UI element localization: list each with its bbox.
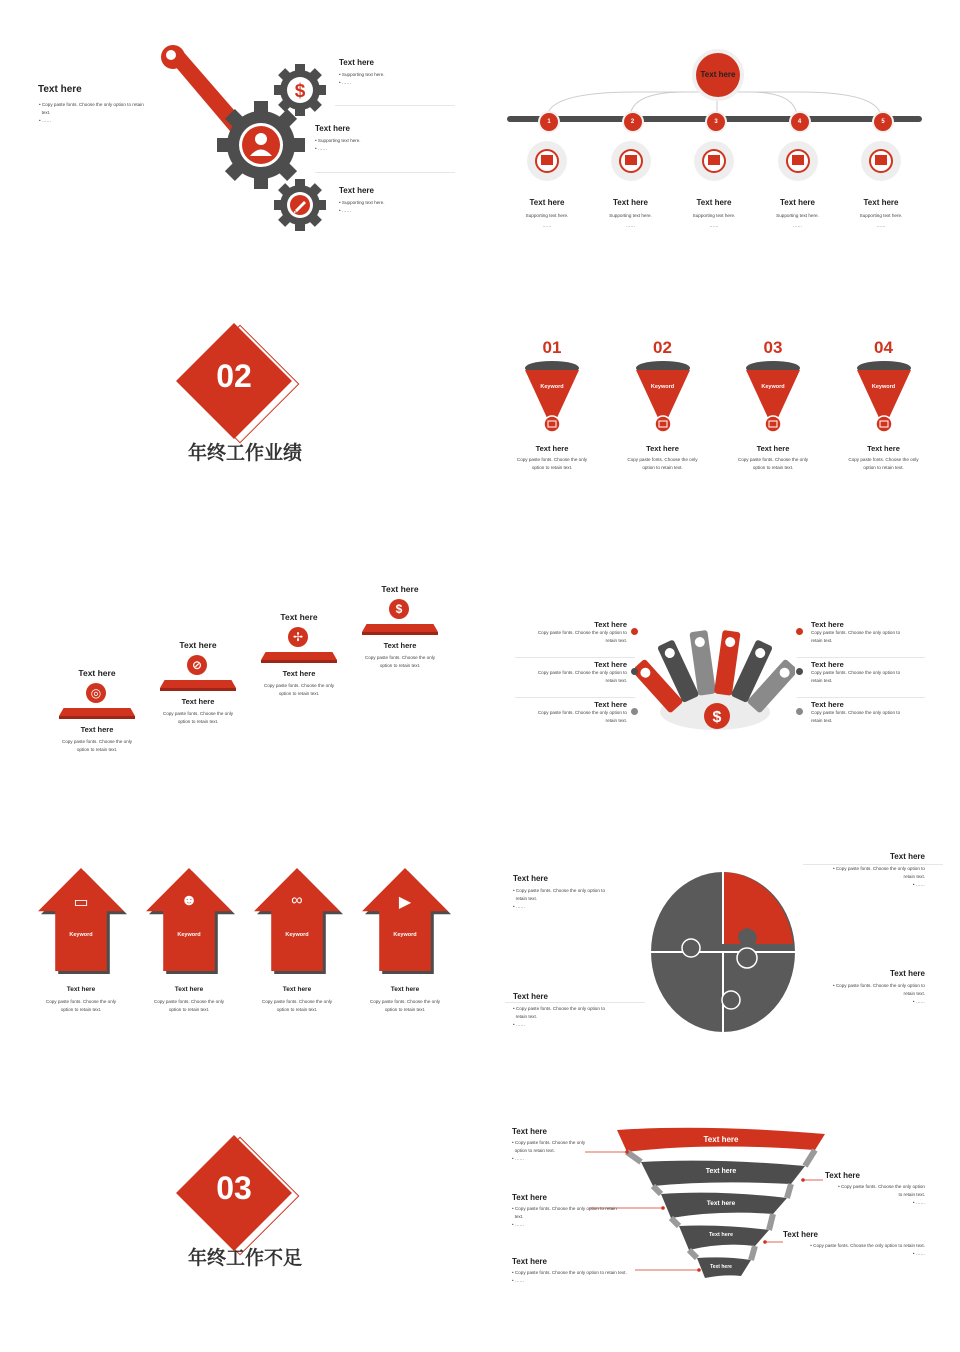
layer-desc: Copy paste fonts. Choose the only: [514, 1140, 586, 1145]
section-number: 03: [216, 1170, 252, 1206]
slide-steps: [5, 560, 475, 822]
puzzle-desc2: retain text.: [515, 896, 538, 901]
left-title: Text here: [38, 84, 82, 95]
layer-label: Text here: [705, 1168, 737, 1175]
gears-graphic: [155, 45, 335, 240]
fan-desc-2: retain text.: [605, 678, 627, 683]
fan-item-title: Text here: [811, 620, 844, 629]
funnel-desc: [844, 456, 924, 472]
arrow-title: Text here: [282, 986, 312, 993]
layer-desc: Copy paste fonts. Choose the only option: [840, 1184, 925, 1189]
fan-bullet-dot: [796, 628, 803, 635]
fan-item-title: Text here: [594, 700, 627, 709]
puzzle-desc2: retain text.: [515, 1014, 538, 1019]
puzzle-desc: Copy paste fonts. Choose the only option to: [835, 983, 925, 988]
layer-title: Text here: [512, 1257, 547, 1266]
arrow-keyword: Keyword: [393, 932, 417, 938]
arrow-desc: [358, 998, 452, 1014]
step-desc: [259, 682, 339, 698]
puzzle-graphic: [635, 860, 805, 1040]
arrow-title: Text here: [390, 986, 420, 993]
arrow-shape: [362, 868, 448, 971]
step-dots: ……: [625, 223, 636, 228]
layer-label: Text here: [708, 1232, 734, 1238]
step-title: Text here: [613, 198, 648, 207]
fan-bullet-dot: [796, 668, 803, 675]
fan-bullet-dot: [796, 708, 803, 715]
funnel-desc-1: Copy paste fonts. Choose the only: [516, 457, 588, 462]
puzzle-title: Text here: [890, 852, 925, 861]
globe-icon: ✢: [288, 627, 308, 647]
puzzle-desc: Copy paste fonts. Choose the only option to: [835, 866, 925, 871]
arrow-desc-1: Copy paste fonts. Choose the only: [45, 999, 117, 1004]
layer-title: Text here: [512, 1127, 547, 1136]
card-icon: ▭: [73, 894, 89, 911]
step-title: Text here: [383, 641, 417, 650]
slide-timeline: [485, 20, 955, 282]
fan-item-desc: [811, 709, 921, 725]
gear-item-line: Supporting text here.: [341, 72, 385, 77]
layer-desc: Copy paste fonts. Choose the only option to retain: [514, 1206, 617, 1211]
step-top-title: Text here: [179, 640, 217, 650]
step-desc: [360, 654, 440, 670]
left-bullet: ……: [41, 118, 52, 123]
arrow-shape: [254, 868, 340, 971]
slide-gears: [5, 20, 475, 282]
arrow-desc-2: option to retain text.: [60, 1007, 102, 1012]
funnel-number: 04: [874, 338, 893, 357]
arrow-desc: [250, 998, 344, 1014]
fan-right-item: [811, 660, 921, 685]
puzzle-dots: ……: [515, 1022, 526, 1027]
section-title: 年终工作业绩: [187, 442, 302, 464]
fan-bullet-dot: [631, 628, 638, 635]
layer-label: Text here: [703, 1135, 739, 1144]
gear-pencil-icon: [274, 179, 326, 231]
layer-label: Text here: [706, 1200, 736, 1207]
slide-arrows: [5, 830, 475, 1092]
layer-dots: ……: [514, 1278, 525, 1283]
step-desc-2: option to retain text.: [177, 719, 219, 724]
step-dots: ……: [876, 223, 886, 228]
fan-bullet-dot: [631, 708, 638, 715]
step-number-badge: 3: [705, 111, 727, 133]
step-dots: ……: [792, 223, 803, 228]
fan-right-item: [811, 700, 921, 725]
arrow-title: Text here: [174, 986, 204, 993]
layer-left-1: Text here • Copy paste fonts. Choose the only option to retain text. • ……: [512, 1127, 622, 1163]
funnel-title: Text here: [867, 444, 900, 453]
fan-item-desc: [811, 669, 921, 685]
layer-desc: Copy paste fonts. Choose the only option to retain text.: [514, 1270, 627, 1275]
step-platform: [160, 680, 236, 688]
step-title: Text here: [282, 669, 316, 678]
layer-left-2: Text here • Copy paste fonts. Choose the only option to retain text. • ……: [512, 1193, 642, 1229]
step-desc: [158, 710, 238, 726]
timeline-top-label: Text here: [700, 70, 736, 79]
step-desc-1: Copy paste fonts. Choose the only: [263, 683, 335, 688]
target-icon: ◎: [86, 683, 106, 703]
step-desc-1: Copy paste fonts. Choose the only: [364, 655, 436, 660]
step-top-title: Text here: [78, 668, 116, 678]
arrow-desc: [142, 998, 236, 1014]
layer-dots: ……: [915, 1251, 925, 1256]
step-title: Text here: [696, 198, 732, 207]
funnel-desc: [512, 456, 592, 472]
step-platform: [362, 624, 438, 632]
step-desc: [57, 738, 137, 754]
users-icon: ☻: [180, 892, 198, 909]
funnel-title: Text here: [535, 444, 569, 453]
arrow-desc-2: option to retain text.: [168, 1007, 210, 1012]
arrow-desc: [34, 998, 128, 1014]
fan-item-title: Text here: [811, 660, 844, 669]
fan-desc-1: Copy paste fonts. Choose the only option to: [537, 630, 627, 635]
step-title: Text here: [529, 198, 565, 207]
step-platform: [261, 652, 337, 660]
fan-desc-2: retain text.: [811, 638, 833, 643]
gear-item-dots: ……: [341, 80, 352, 85]
funnel-desc-1: Copy paste fonts. Choose the only: [848, 457, 919, 462]
layer-dots: ……: [514, 1222, 525, 1227]
funnel-title: Text here: [756, 444, 790, 453]
step-sub: Supporting text here.: [525, 213, 569, 218]
funnel-keyword: Keyword: [761, 384, 785, 390]
step-title: Text here: [863, 198, 899, 207]
fan-desc-1: Copy paste fonts. Choose the only option to: [811, 670, 901, 675]
puzzle-desc2: retain text.: [903, 991, 925, 996]
fan-item-title: Text here: [811, 700, 844, 709]
fan-item-desc: [515, 669, 627, 685]
layer-right-1: Text here • Copy paste fonts. Choose the only option to retain text. • ……: [825, 1171, 925, 1205]
fan-left-item: [515, 660, 627, 685]
step-dots: ……: [542, 223, 552, 228]
layer-left-3: Text here • Copy paste fonts. Choose the only option to retain text. • ……: [512, 1257, 652, 1285]
section-number: 02: [216, 358, 252, 394]
funnel-shape: [520, 358, 584, 438]
layer-dots: ……: [915, 1200, 925, 1205]
funnel-number: 03: [763, 338, 783, 357]
arrow-desc-2: option to retain text.: [276, 1007, 318, 1012]
layer-label: Text here: [710, 1264, 732, 1270]
arrow-desc-1: Copy paste fonts. Choose the only: [261, 999, 333, 1004]
fan-desc-2: retain text.: [811, 678, 833, 683]
svg-text:$: $: [294, 81, 306, 102]
section-title: 年终工作不足: [187, 1247, 302, 1269]
puzzle-title: Text here: [513, 992, 548, 1001]
arrow-keyword: Keyword: [285, 932, 309, 938]
fan-graphic: [635, 620, 795, 740]
step-desc-2: option to retain text.: [379, 663, 421, 668]
fan-item-desc: [811, 629, 921, 645]
gear-item-title: Text here: [339, 58, 374, 67]
step-dots: ……: [709, 223, 719, 228]
puzzle-desc2: retain text.: [903, 874, 925, 879]
slide-section-02: [5, 290, 475, 552]
gear-item-title: Text here: [315, 124, 350, 133]
step-sub: Supporting text here.: [609, 213, 652, 218]
gear-large-icon: [217, 101, 305, 189]
step-desc-1: Copy paste fonts. Choose the only: [61, 739, 133, 744]
step-number-badge: 1: [538, 111, 560, 133]
step-desc-2: option to retain text.: [76, 747, 118, 752]
layer-right-2: Text here • Copy paste fonts. Choose the only option to retain text. • ……: [783, 1230, 925, 1256]
slide-puzzle: [485, 830, 955, 1092]
fan-left-item: [515, 620, 627, 645]
puzzle-desc: Copy paste fonts. Choose the only option to: [515, 1006, 606, 1011]
gear-item-line: Supporting text here.: [341, 200, 385, 205]
puzzle-dots: ……: [915, 999, 925, 1004]
puzzle-title: Text here: [513, 874, 548, 883]
step-top-title: Text here: [280, 612, 318, 622]
layer-title: Text here: [825, 1171, 860, 1180]
funnel-keyword: Keyword: [540, 384, 564, 390]
fan-left-item: [515, 700, 627, 725]
step-desc-2: option to retain text.: [278, 691, 320, 696]
slide-fan: [485, 560, 955, 822]
fan-desc-1: Copy paste fonts. Choose the only option to: [537, 710, 627, 715]
step-title: Text here: [181, 697, 215, 706]
gear-dollar-icon: [274, 64, 326, 116]
gear-item-title: Text here: [339, 186, 374, 195]
funnel-number: 01: [542, 338, 562, 357]
funnel-desc-2: option to retain text.: [642, 465, 683, 470]
step-top-title: Text here: [381, 584, 419, 594]
fan-item-desc: [515, 709, 627, 725]
layer-desc2: text.: [514, 1214, 524, 1219]
puzzle-left-bottom: Text here • Copy paste fonts. Choose the only option to retain text. • ……: [513, 992, 633, 1029]
puzzle-title: Text here: [890, 969, 925, 978]
layer-desc2: to retain text.: [898, 1192, 925, 1197]
step-desc-1: Copy paste fonts. Choose the only: [162, 711, 234, 716]
left-desc-text: Copy paste fonts. Choose the only option to retain: [41, 102, 144, 107]
video-icon: ▶: [398, 894, 412, 911]
arrow-keyword: Keyword: [69, 932, 93, 938]
slide-funnels: [485, 290, 955, 552]
step-platform: [59, 708, 135, 716]
step-number-badge: 4: [789, 111, 811, 133]
puzzle-right-bottom: Text here • Copy paste fonts. Choose the only option to retain text. • ……: [815, 969, 925, 1006]
funnel-keyword: Keyword: [871, 384, 896, 390]
arrow-keyword: Keyword: [177, 932, 201, 938]
fan-item-title: Text here: [594, 660, 627, 669]
step-title: Text here: [80, 725, 114, 734]
fan-item-title: Text here: [594, 620, 627, 629]
layer-title: Text here: [783, 1230, 818, 1239]
fan-desc-2: retain text.: [605, 638, 627, 643]
layer-desc2: option to retain text.: [514, 1148, 555, 1153]
gear-item-3: Text here • Supporting text here. • ……: [339, 186, 459, 215]
funnel-shape: [852, 358, 916, 438]
arrow-shape: [146, 868, 232, 971]
funnel-shape: [631, 358, 695, 438]
fan-desc-2: retain text.: [605, 718, 627, 723]
fan-desc-1: Copy paste fonts. Choose the only option to: [537, 670, 627, 675]
layer-desc: Copy paste fonts. Choose the only option to retain text.: [813, 1243, 925, 1248]
puzzle-dots: ……: [515, 904, 526, 909]
step-sub: Supporting text here.: [692, 213, 736, 218]
fan-bullet-dot: [631, 668, 638, 675]
step-number-badge: 5: [872, 111, 894, 133]
left-desc-text2: text.: [41, 110, 51, 115]
gear-item-1: Text here • Supporting text here. • ……: [339, 58, 459, 87]
funnel-desc: [623, 456, 703, 472]
dollar-icon: $: [389, 599, 409, 619]
layer-dots: ……: [514, 1156, 525, 1161]
arrow-desc-2: option to retain text.: [384, 1007, 426, 1012]
arrow-desc-1: Copy paste fonts. Choose the only: [153, 999, 225, 1004]
funnel-desc-2: option to retain text.: [863, 465, 904, 470]
funnel-title: Text here: [646, 444, 679, 453]
gear-item-dots: ……: [341, 208, 352, 213]
step-sub: Supporting text here.: [859, 213, 903, 218]
funnel-desc-2: option to retain text.: [531, 465, 573, 470]
puzzle-left-top: Text here • Copy paste fonts. Choose the only option to retain text. • ……: [513, 874, 633, 911]
layer-title: Text here: [512, 1193, 547, 1202]
puzzle-dots: ……: [915, 882, 925, 887]
link-icon: ∞: [291, 892, 303, 909]
step-sub: Supporting text here.: [776, 213, 819, 218]
arrow-shape: [38, 868, 124, 971]
funnel-number: 02: [653, 338, 672, 357]
arrow-title: Text here: [66, 986, 96, 993]
gear-item-2: Text here • Supporting text here. • ……: [315, 124, 455, 153]
slide-layer-funnel: [485, 1090, 955, 1352]
gear-item-line: Supporting text here.: [317, 138, 361, 143]
funnel-keyword: Keyword: [650, 384, 675, 390]
funnel-desc: [733, 456, 813, 472]
puzzle-right-top: Text here • Copy paste fonts. Choose the only option to retain text. • ……: [815, 852, 925, 889]
puzzle-desc: Copy paste fonts. Choose the only option to: [515, 888, 606, 893]
slide-section-03: [5, 1090, 475, 1352]
step-title: Text here: [780, 198, 815, 207]
fan-right-item: [811, 620, 921, 645]
fan-desc-1: Copy paste fonts. Choose the only option to: [811, 710, 901, 715]
compass-icon: ⊘: [187, 655, 207, 675]
step-number-badge: 2: [622, 111, 644, 133]
funnel-desc-2: option to retain text.: [752, 465, 794, 470]
dollar-icon: $: [712, 709, 722, 726]
funnel-shape: [741, 358, 805, 438]
fan-desc-2: retain text.: [811, 718, 833, 723]
gear-item-dots: ……: [317, 146, 328, 151]
funnel-desc-1: Copy paste fonts. Choose the only: [627, 457, 698, 462]
fan-desc-1: Copy paste fonts. Choose the only option to: [811, 630, 901, 635]
arrow-desc-1: Copy paste fonts. Choose the only: [369, 999, 441, 1004]
funnel-desc-1: Copy paste fonts. Choose the only: [737, 457, 809, 462]
fan-item-desc: [515, 629, 627, 645]
left-desc: • Copy paste fonts. Choose the only option to retain text. • ……: [39, 102, 144, 123]
